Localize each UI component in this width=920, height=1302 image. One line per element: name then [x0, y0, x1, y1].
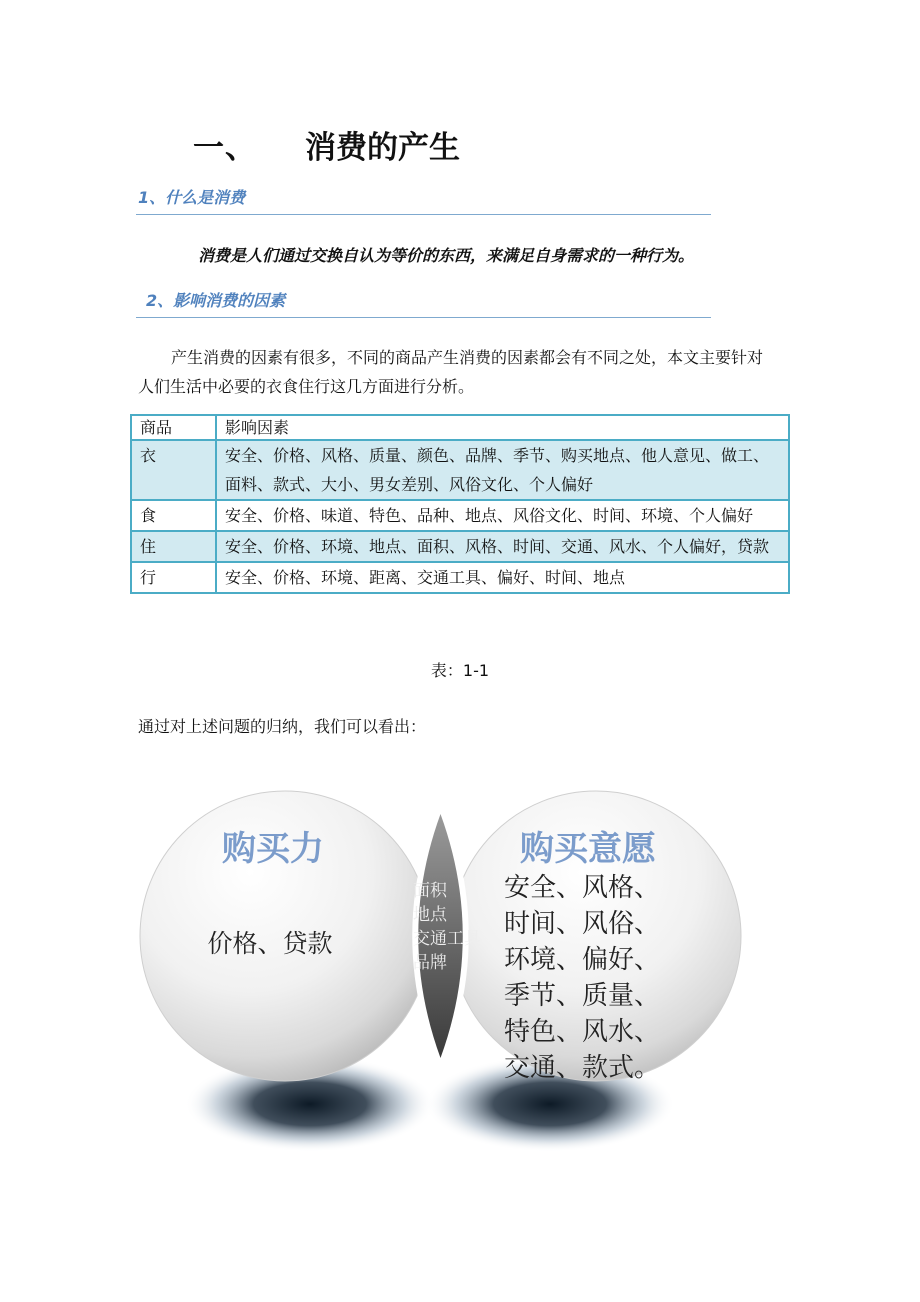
- overlap-item: 交通工具: [413, 929, 481, 949]
- row-factors: 安全、价格、味道、特色、品种、地点、风俗文化、时间、环境、个人偏好: [216, 500, 789, 531]
- row-factors: 安全、价格、环境、地点、面积、风格、时间、交通、风水、个人偏好，贷款: [216, 531, 789, 562]
- summary-text: 通过对上述问题的归纳，我们可以看出：: [138, 717, 427, 736]
- row-factors: 安全、价格、环境、距离、交通工具、偏好、时间、地点: [216, 562, 789, 593]
- row-item: 食: [131, 500, 216, 531]
- table-header-factors: 影响因素: [216, 415, 789, 440]
- intention-line: 时间、风俗、: [504, 909, 661, 939]
- purchasing-power-title: 购买力: [222, 829, 324, 869]
- venn-diagram: [130, 752, 770, 1172]
- row-item: 衣: [131, 440, 216, 500]
- table-row: [131, 440, 789, 500]
- table-row: [131, 500, 789, 531]
- section-1-divider: [136, 214, 711, 215]
- overlap-item: 面积: [413, 881, 447, 901]
- intention-line: 交通、款式。: [504, 1053, 661, 1083]
- purchase-intention-title: 购买意愿: [520, 829, 656, 869]
- table-header-row: [131, 415, 789, 440]
- heading-number: 一、: [193, 130, 257, 166]
- section-1-title: 1、什么是消费: [138, 188, 246, 207]
- intention-line: 安全、风格、: [504, 873, 661, 903]
- intention-line: 季节、质量、: [504, 981, 661, 1011]
- row-item: 住: [131, 531, 216, 562]
- table-row: [131, 562, 789, 593]
- table-caption: 表：1-1: [430, 661, 490, 680]
- factors-paragraph: 产生消费的因素有很多，不同的商品产生消费的因素都会有不同之处，本文主要针对人们生活中必要的衣食住行这几方面进行分析。: [138, 348, 764, 396]
- purchasing-power-content: 价格、贷款: [207, 929, 333, 958]
- overlap-item: 品牌: [413, 953, 447, 973]
- intention-line: 环境、偏好、: [504, 945, 661, 975]
- intention-line: 特色、风水、: [504, 1017, 661, 1047]
- page-title: 消费的产生: [305, 130, 460, 166]
- row-item: 行: [131, 562, 216, 593]
- factors-table: [130, 414, 790, 594]
- table-row: [131, 531, 789, 562]
- table-header-item: 商品: [131, 415, 216, 440]
- section-2-title: 2、影响消费的因素: [146, 291, 286, 310]
- section-2-divider: [136, 317, 711, 318]
- overlap-item: 地点: [413, 905, 447, 925]
- consumption-definition: 消费是人们通过交换自认为等价的东西，来满足自身需求的一种行为。: [198, 246, 695, 265]
- row-factors: 安全、价格、风格、质量、颜色、品牌、季节、购买地点、他人意见、做工、面料、款式、大小、男女差别、风俗文化、个人偏好: [216, 440, 789, 500]
